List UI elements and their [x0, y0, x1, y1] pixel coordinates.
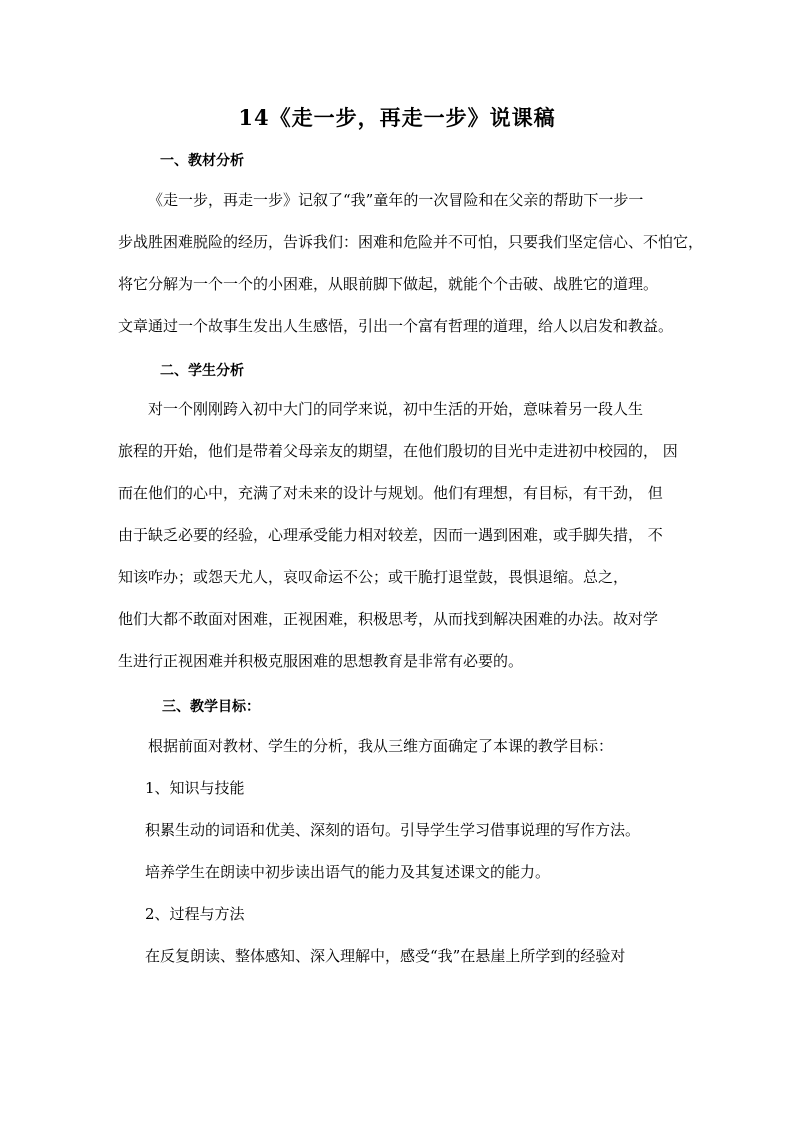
paragraph-line: 他们大都不敢面对困难，正视困难，积极思考，从而找到解决困难的办法。故对学	[118, 610, 659, 628]
paragraph-line: 而在他们的心中，充满了对未来的设计与规划。他们有理想，有目标，有干劲， 但	[118, 484, 663, 502]
paragraph-line: 将它分解为一个一个的小困难，从眼前脚下做起，就能个个击破、战胜它的道理。	[118, 275, 659, 293]
paragraph-line: 文章通过一个故事生发出人生感悟，引出一个富有哲理的道理，给人以启发和教益。	[118, 317, 674, 335]
paragraph-line: 旅程的开始，他们是带着父母亲友的期望，在他们殷切的目光中走进初中校园的， 因	[118, 442, 678, 460]
paragraph-line: 步战胜困难脱险的经历，告诉我们：困难和危险并不可怕，只要我们坚定信心、不怕它，	[118, 233, 704, 251]
section-heading-1: 一、教材分析	[160, 153, 244, 169]
paragraph-line: 根据前面对教材、学生的分析，我从三维方面确定了本课的教学目标：	[148, 737, 614, 755]
subsection-heading: 2、过程与方法	[145, 905, 245, 923]
paragraph-line: 在反复朗读、整体感知、深入理解中，感受“我”在悬崖上所学到的经验对	[145, 947, 626, 965]
paragraph-line: 积累生动的词语和优美、深刻的语句。引导学生学习借事说理的写作方法。	[145, 821, 641, 839]
paragraph-line: 生进行正视困难并积极克服困难的思想教育是非常有必要的。	[118, 652, 524, 670]
paragraph-line: 《走一步，再走一步》记叙了“我”童年的一次冒险和在父亲的帮助下一步一	[148, 191, 644, 209]
subsection-heading: 1、知识与技能	[145, 779, 245, 797]
paragraph-line: 知该咋办；或怨天尤人，哀叹命运不公；或干脆打退堂鼓，畏惧退缩。总之，	[118, 568, 629, 586]
paragraph-line: 由于缺乏必要的经验，心理承受能力相对较差，因而一遇到困难，或手脚失措， 不	[118, 526, 663, 544]
paragraph-line: 对一个刚刚跨入初中大门的同学来说，初中生活的开始，意味着另一段人生	[148, 400, 644, 418]
section-heading-3: 三、教学目标：	[162, 699, 260, 715]
document-title: 14《走一步，再走一步》说课稿	[238, 105, 556, 130]
section-heading-2: 二、学生分析	[160, 363, 244, 379]
paragraph-line: 培养学生在朗读中初步读出语气的能力及其复述课文的能力。	[145, 863, 551, 881]
